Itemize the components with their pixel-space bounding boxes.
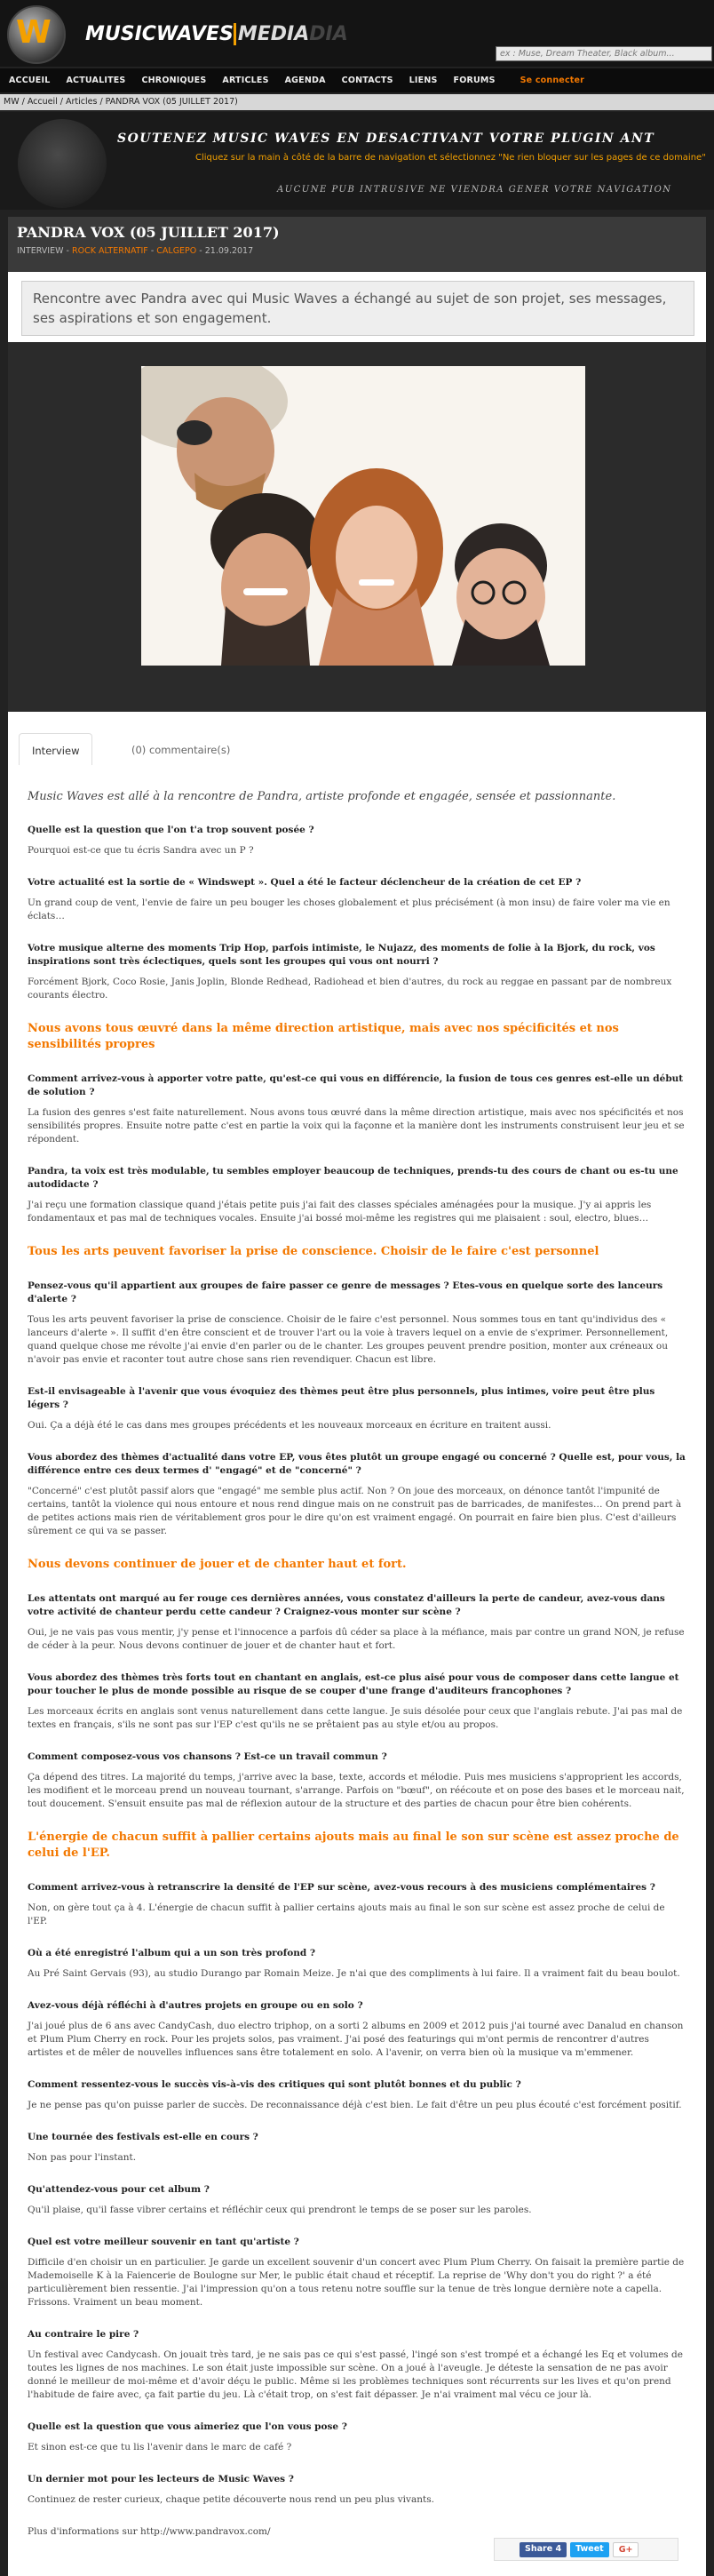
nav-item-agenda[interactable]: AGENDA (284, 76, 326, 85)
question-text: Vous abordez des thèmes d'actualité dans votre EP, vous êtes plutôt un groupe engagé ou concerné ? Quelle est, pour vous, la différence entre ces deux termes d' "engagé" et de "concerné" ? (28, 1452, 686, 1476)
tab-comments[interactable]: (0) commentaire(s) (131, 744, 231, 756)
question-text: Comment arrivez-vous à retranscrire la densité de l'EP sur scène, avez-vous recours à des musiciens complémentaires ? (28, 1882, 655, 1893)
answer-text: J'ai reçu une formation classique quand j'étais petite puis j'ai fait des classes spéciales aménagées pour la musique. J'y ai appris les fondamentaux et pas mal de techniques vocales. Ensuite j'ai bossé moi-même les registres qui me plaisaient : soul, electro, blues… (28, 1200, 652, 1224)
nav-item-chroniques[interactable]: CHRONIQUES (141, 76, 207, 85)
answer-text: Un festival avec Candycash. On jouait très tard, je ne sais pas ce qui s'est passé, l'ingé son s'est trompé et a échangé les Eq et volumes de toutes les lignes de nos machines. Le son était juste impossible sur scène. On a joué à l'aveugle. Je déteste la sensation de ne pas avoir donné le meilleur de moi-même et d'avoir déçu le public. Même si les problèmes techniques sont récurrents sur les lives et qu'on prend l'habitude de faire avec, ça fait partie du jeu. Là c'était trop, on s'est fait dépasser. Je n'ai vraiment mal vécu ce jour là. (28, 2349, 683, 2400)
highlight-quote: Nous avons tous œuvré dans la même direction artistique, mais avec nos spécificités et nos sensibilités propres (28, 1022, 619, 1051)
answer-text: Plus d'informations sur http://www.pandravox.com/ (28, 2526, 271, 2537)
logo-text-media: MEDIA (234, 23, 309, 45)
author-link[interactable]: CALGEPO (156, 246, 197, 256)
banner-logo-disc (18, 119, 107, 208)
question-text: Les attentats ont marqué au fer rouge ces dernières années, vous constatez d'ailleurs la perte de candeur, avez-vous dans votre activité de chanteur perdu cette candeur ? Craignez-vous monter sur scène ? (28, 1593, 665, 1617)
question-text: Comment composez-vous vos chansons ? Est-ce un travail commun ? (28, 1751, 387, 1762)
question-text: Un dernier mot pour les lecteurs de Music Waves ? (28, 2474, 294, 2484)
answer-text: Un grand coup de vent, l'envie de faire un peu bouger les choses globalement et plus précisément (à mon insu) de faire voler ma vie en éclats… (28, 897, 670, 921)
tab-interview[interactable]: Interview (19, 733, 92, 769)
question-text: Vous abordez des thèmes très forts tout en chantant en anglais, est-ce plus aisé pour vous de composer dans cette langue et pour toucher le plus de monde possible au risque de se couper d'une frange d'auditeurs francophones ? (28, 1672, 679, 1696)
answer-text: Non pas pour l'instant. (28, 2152, 137, 2163)
article-header (8, 217, 706, 272)
interview-content (8, 765, 706, 2576)
answer-text: Et sinon est-ce que tu lis l'avenir dans le marc de café ? (28, 2442, 292, 2452)
main-nav (0, 68, 714, 92)
tabs-bar (8, 712, 706, 765)
twitter-share-button[interactable]: Tweet (570, 2542, 609, 2557)
answer-text: Oui. Ça a déjà été le cas dans mes groupes précédents et les nouveaux morceaux en écriture en traitent aussi. (28, 1420, 551, 1431)
share-bar (494, 2538, 678, 2561)
interview-lead: Music Waves est allé à la rencontre de Pandra, artiste profonde et engagée, sensée et passionnante. (28, 790, 616, 803)
logo-text-shadow: DIA (309, 23, 348, 45)
banner-headline: SOUTENEZ MUSIC WAVES EN DESACTIVANT VOTRE PLUGIN ANT (117, 132, 655, 146)
band-photo (141, 366, 585, 666)
nav-item-liens[interactable]: LIENS (409, 76, 438, 85)
answer-text: Pourquoi est-ce que tu écris Sandra avec un P ? (28, 845, 254, 856)
nav-item-contacts[interactable]: CONTACTS (341, 76, 393, 85)
question-text: Quelle est la question que vous aimeriez que l'on vous pose ? (28, 2421, 347, 2432)
article-type: INTERVIEW (17, 246, 64, 256)
answer-text: Difficile d'en choisir un en particulier. Je garde un excellent souvenir d'un concert avec Plum Plum Cherry. On faisait la première partie de Mademoiselle K à la Faiencerie de Boulogne sur Mer, le public était chaud et réceptif. La reprise de 'Why don't you do right ?' a été particulièrement bien ressentie. J'ai l'impression qu'on a tous retenu notre souffle sur la tenue de très longue dernière note a capella. Frissons. Vraiment un beau moment. (28, 2257, 685, 2308)
google-plus-button[interactable]: G+ (613, 2542, 639, 2557)
question-text: Une tournée des festivals est-elle en cours ? (28, 2132, 258, 2142)
question-text: Qu'attendez-vous pour cet album ? (28, 2184, 210, 2195)
answer-text: Je ne pense pas qu'on puisse parler de succès. De reconnaissance déjà c'est bien. Le fait d'être un peu plus écouté c'est forcément positif. (28, 2100, 682, 2110)
nav-item-actualites[interactable]: ACTUALITES (66, 76, 126, 85)
answer-text: Qu'il plaise, qu'il fasse vibrer certains et réfléchir ceux qui prendront le temps de se poser sur les paroles. (28, 2205, 532, 2215)
photo-section (8, 342, 706, 712)
question-text: Est-il envisageable à l'avenir que vous évoquiez des thèmes peut être plus personnels, plus intimes, voire peut être plus légers ? (28, 1386, 655, 1410)
answer-text: Tous les arts peuvent favoriser la prise de conscience. Choisir de le faire c'est personnel. Nous sommes tous en tant qu'individus des « lanceurs d'alerte ». Il suffit d'en être conscient et de trouver l'art ou la voie à travers lequel on a envie de s'exprimer. Personnellement, quand quelque chose me révolte j'ai envie d'en parler ou de le chanter. Les groupes peuvent prendre position, monter aux créneaux ou n'avoir pas envie et raconter tout autre chose sans rien revendiquer. Chacun est libre. (28, 1314, 669, 1365)
answer-text: La fusion des genres s'est faite naturellement. Nous avons tous œuvré dans la même direction artistique, mais avec nos spécificités et nos sensibilités propres. Ensuite notre patte c'est en partie la voix qui la façonne et la manière dont les instruments construisent leur jeu et se répondent. (28, 1107, 685, 1144)
site-logo-text[interactable] (85, 23, 348, 45)
banner-instructions: Cliquez sur la main à côté de la barre de navigation et sélectionnez "Ne rien bloquer sur les pages de ce domaine" (195, 153, 706, 163)
answer-text: Continuez de rester curieux, chaque petite découverte nous rend un peu plus vivants. (28, 2494, 434, 2505)
site-header (0, 0, 714, 67)
highlight-quote: L'énergie de chacun suffit à pallier certains ajouts mais au final le son sur scène est assez proche de celui de l'EP. (28, 1830, 679, 1860)
answer-text: Ça dépend des titres. La majorité du temps, j'arrive avec la base, texte, accords et mélodie. Puis mes musiciens s'approprient les accords, les modifient et le morceau prend un nouveau tournant, s'arrange. Parfois on "bœuf", on réécoute et on pose des bases et le morceau nait, tout doucement. S'ensuit ensuite pas mal de réflexion autour de la structure et des parties de chacun pour être bien cohérents. (28, 1772, 685, 1809)
question-text: Au contraire le pire ? (28, 2329, 139, 2340)
question-text: Pensez-vous qu'il appartient aux groupes de faire passer ce genre de messages ? Etes-vous en quelque sorte des lanceurs d'alerte ? (28, 1280, 663, 1304)
article-title: PANDRA VOX (05 JUILLET 2017) (17, 224, 280, 241)
answer-text: "Concerné" c'est plutôt passif alors que "engagé" me semble plus actif. Non ? On joue des morceaux, on dénonce tantôt l'impunité de certains, tantôt la violence qui nous entoure et nous rend dingue mais on ne construit pas de barricades, de manifestes… On prend part à de petites actions mais rien de véritablement gros pour le dire qu'on est vraiment engagé. On pourrait en faire bien plus. C'est d'ailleurs sûrement ce qui va se passer. (28, 1486, 682, 1536)
logo-letter: W (16, 14, 52, 51)
facebook-share-button[interactable]: Share 4 (520, 2542, 567, 2557)
search-input[interactable]: ex : Muse, Dream Theater, Black album... (496, 46, 712, 61)
question-text: Avez-vous déjà réfléchi à d'autres projets en groupe ou en solo ? (28, 2000, 363, 2011)
answer-text: Non, on gère tout ça à 4. L'énergie de chacun suffit à pallier certains ajouts mais au final le son sur scène est assez proche de celui de l'EP. (28, 1902, 665, 1926)
adblock-banner[interactable] (0, 112, 714, 210)
article-intro: Rencontre avec Pandra avec qui Music Waves a échangé au sujet de son projet, ses messages, ses aspirations et son engagement. (21, 281, 694, 336)
question-text: Votre musique alterne des moments Trip Hop, parfois intimiste, le Nujazz, des moments de folie à la Bjork, du rock, vos inspirations sont très éclectiques, quels sont les groupes qui vous ont nourri ? (28, 943, 655, 967)
login-link[interactable]: Se connecter (520, 76, 585, 85)
highlight-quote: Tous les arts peuvent favoriser la prise de conscience. Choisir de le faire c'est personnel (28, 1245, 599, 1258)
answer-text: Au Pré Saint Gervais (93), au studio Durango par Romain Meize. Je n'ai que des compliments à lui faire. Il a vraiment fait du beau boulot. (28, 1968, 680, 1979)
breadcrumb[interactable]: MW / Accueil / Articles / PANDRA VOX (05 JUILLET 2017) (0, 94, 714, 110)
nav-item-forums[interactable]: FORUMS (453, 76, 496, 85)
question-text: Quelle est la question que l'on t'a trop souvent posée ? (28, 825, 314, 835)
answer-text: Les morceaux écrits en anglais sont venus naturellement dans cette langue. Je suis désolée pour ceux que l'anglais rebute. J'ai pas mal de textes en français, s'ils ne sont pas sur l'EP c'est qu'ils ne se prêtaient pas au style et/ou au propos. (28, 1706, 683, 1730)
question-text: Comment arrivez-vous à apporter votre patte, qu'est-ce qui vous en différencie, la fusion de tous ces genres est-elle un début de solution ? (28, 1073, 684, 1097)
banner-tagline: AUCUNE PUB INTRUSIVE NE VIENDRA GENER VOTRE NAVIGATION (277, 185, 672, 195)
article-date: 21.09.2017 (204, 246, 254, 256)
answer-text: J'ai joué plus de 6 ans avec CandyCash, duo electro triphop, on a sorti 2 albums en 2009 et 2012 puis j'ai tourné avec Danalud en chanson et Plum Plum Cherry en rock. Pour les projets solos, pas vraiment. J'ai posé des featurings qui m'ont permis de rencontrer d'autres artistes et de mêler de nouvelles influences sans être totalement en solo. A l'avenir, on verra bien où la musique va m'emmener. (28, 2021, 684, 2058)
article-meta: INTERVIEW - ROCK ALTERNATIF - CALGEPO - 21.09.2017 (17, 246, 254, 256)
question-text: Comment ressentez-vous le succès vis-à-vis des critiques qui sont plutôt bonnes et du public ? (28, 2079, 521, 2090)
genre-link[interactable]: ROCK ALTERNATIF (71, 246, 148, 256)
intro-section (8, 272, 706, 342)
nav-item-accueil[interactable]: ACCUEIL (9, 76, 51, 85)
nav-item-articles[interactable]: ARTICLES (222, 76, 269, 85)
interview-blocks (28, 824, 686, 2539)
question-text: Pandra, ta voix est très modulable, tu sembles employer beaucoup de techniques, prends-tu des cours de chant ou es-tu une autodidacte ? (28, 1166, 678, 1190)
logo-text-main: MUSICWAVES (85, 23, 234, 45)
answer-text: Oui, je ne vais pas vous mentir, j'y pense et l'innocence a parfois dû céder sa place à la méfiance, mais par contre un grand NON, je refuse de céder à la peur. Nous devons continuer de jouer et de chanter haut et fort. (28, 1627, 685, 1651)
band-photo-illustration (141, 366, 585, 666)
answer-text: Forcément Bjork, Coco Rosie, Janis Joplin, Blonde Redhead, Radiohead et bien d'autres, du rock au reggae en passant par de nombreux courants électro. (28, 977, 672, 1001)
highlight-quote: Nous devons continuer de jouer et de chanter haut et fort. (28, 1558, 407, 1571)
question-text: Votre actualité est la sortie de « Windswept ». Quel a été le facteur déclencheur de la création de cet EP ? (28, 877, 582, 888)
question-text: Quel est votre meilleur souvenir en tant qu'artiste ? (28, 2237, 299, 2247)
question-text: Où a été enregistré l'album qui a un son très profond ? (28, 1948, 316, 1958)
